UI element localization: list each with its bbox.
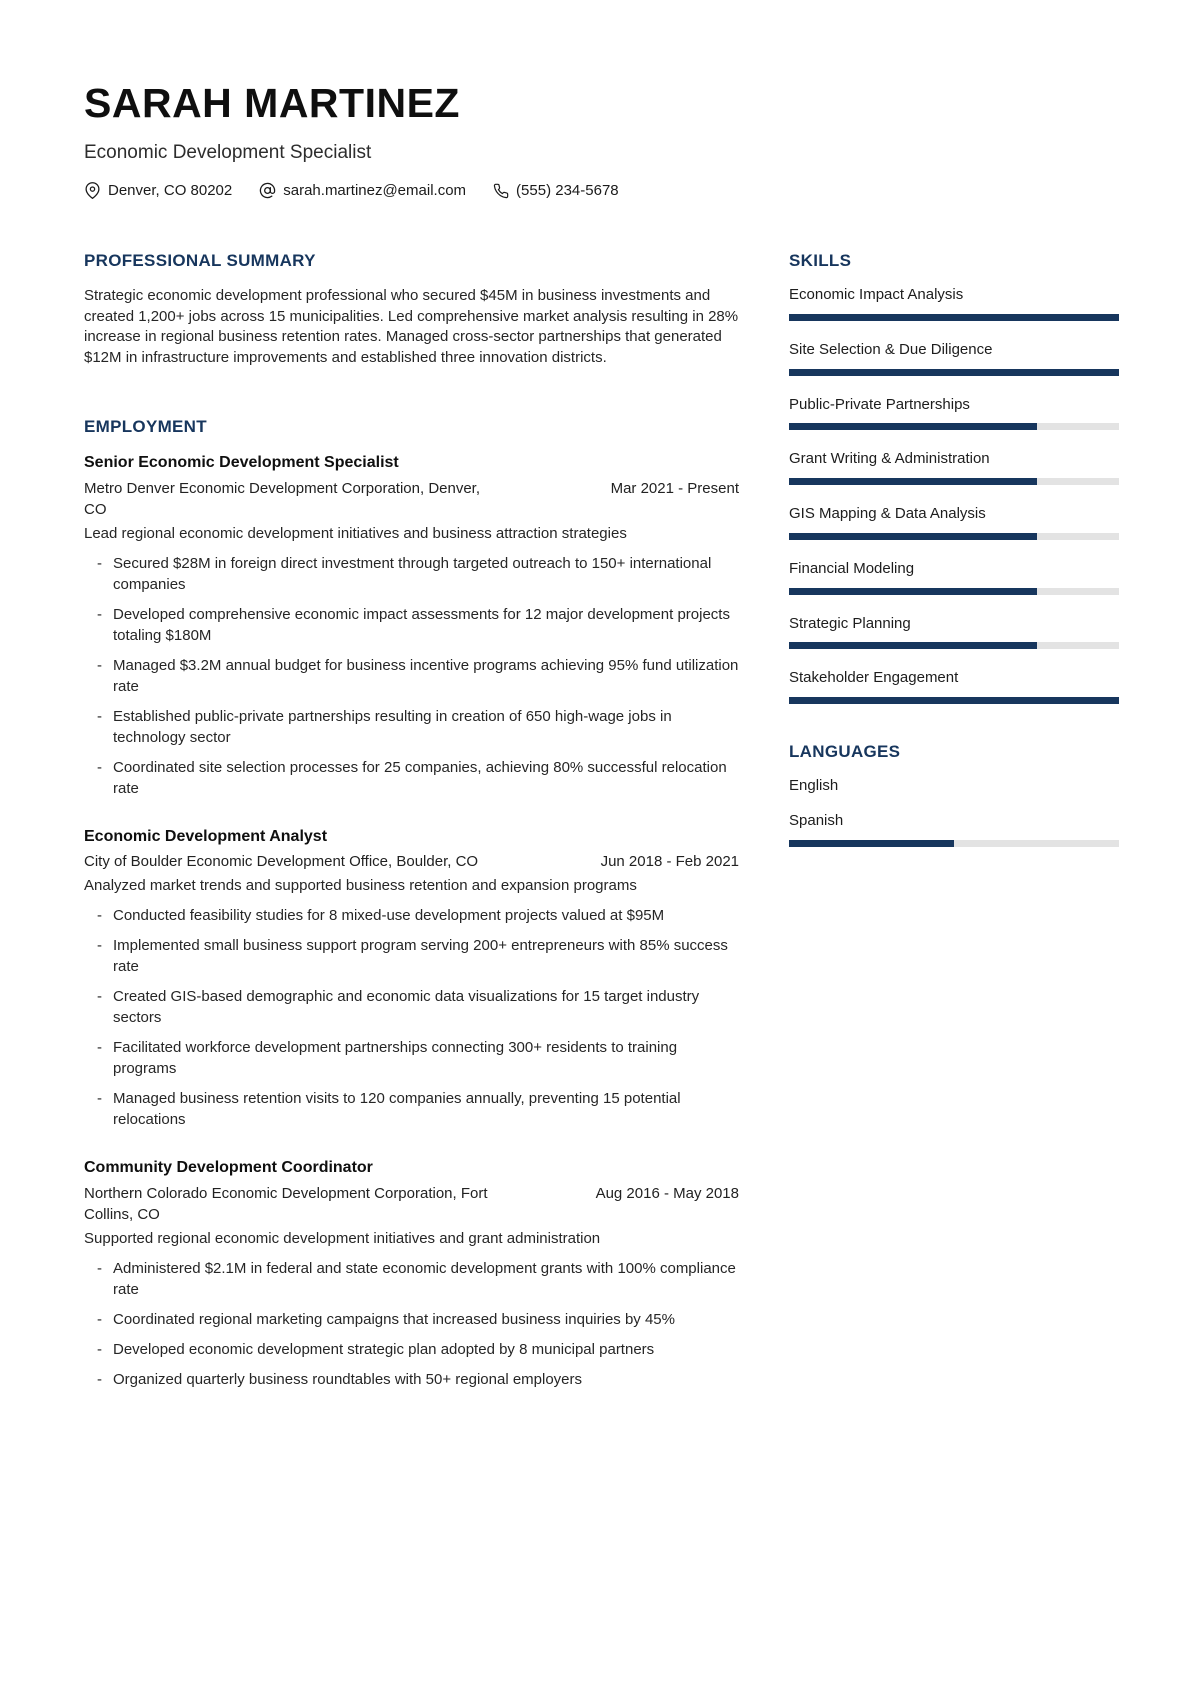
bullet-text: Implemented small business support program serving 200+ entrepreneurs with 85% success rate (113, 937, 728, 976)
bullet-dash: - (97, 707, 102, 725)
job-entry (84, 826, 739, 1131)
meter-fill (789, 642, 1037, 649)
meter-fill (789, 588, 1037, 595)
bullet-dash: - (97, 988, 102, 1006)
meter-fill (789, 369, 1119, 376)
bullet-item (84, 604, 739, 646)
meter-label: Financial Modeling (789, 559, 915, 577)
employment-section (84, 417, 739, 1390)
bullet-dash: - (97, 937, 102, 955)
bullet-item (84, 1309, 739, 1330)
bullet-text: Developed economic development strategic plan adopted by 8 municipal partners (113, 1340, 655, 1358)
job-entry (84, 452, 739, 799)
skills-section (789, 251, 1119, 704)
meter-label: Economic Impact Analysis (789, 286, 964, 304)
bullet-item (84, 757, 739, 799)
meter-fill (789, 697, 1119, 704)
meter-label: Site Selection & Due Diligence (789, 340, 993, 358)
contact-phone-text: (555) 234-5678 (516, 182, 619, 200)
meter-track (789, 369, 1119, 376)
bullet-dash: - (97, 605, 102, 623)
meter-track (789, 840, 1119, 847)
job-title: Community Development Coordinator (84, 1159, 373, 1177)
bullet-text: Managed $3.2M annual budget for business incentive programs achieving 95% fund utilization rate (113, 656, 739, 695)
job-dates: Mar 2021 - Present (610, 479, 739, 497)
bullet-text: Developed comprehensive economic impact assessments for 12 major development projects totaling $180M (113, 605, 730, 644)
location-pin-icon (84, 182, 101, 199)
summary-heading: PROFESSIONAL SUMMARY (84, 251, 316, 271)
job-meta-row (84, 851, 739, 872)
meter-label: Stakeholder Engagement (789, 669, 959, 687)
job-description: Supported regional economic development initiatives and grant administration (84, 1229, 601, 1247)
meter-track (789, 478, 1119, 485)
bullet-text: Organized quarterly business roundtables with 50+ regional employers (113, 1370, 583, 1388)
bullet-item (84, 1369, 739, 1390)
job-company: City of Boulder Economic Development Office, Boulder, CO (84, 853, 479, 871)
bullet-item (84, 1037, 739, 1079)
bullet-text: Coordinated regional marketing campaigns that increased business inquiries by 45% (113, 1310, 675, 1328)
meter-item (789, 341, 1119, 376)
meter-track (789, 588, 1119, 595)
meter-item (789, 812, 1119, 847)
bullet-list (84, 905, 739, 1130)
bullet-item (84, 706, 739, 748)
job-dates: Jun 2018 - Feb 2021 (600, 853, 739, 871)
job-entry (84, 1157, 739, 1390)
meter-item (789, 286, 1119, 321)
meter-fill (789, 533, 1037, 540)
bullet-text: Administered $2.1M in federal and state economic development grants with 100% compliance rate (113, 1259, 736, 1298)
bullet-dash: - (97, 1370, 102, 1388)
skills-heading: SKILLS (789, 251, 852, 271)
at-sign-icon (259, 182, 276, 199)
job-dates: Aug 2016 - May 2018 (595, 1184, 739, 1202)
employment-heading: EMPLOYMENT (84, 417, 207, 437)
bullet-list (84, 1258, 739, 1390)
job-company: Northern Colorado Economic Development Corporation, Fort Collins, CO (84, 1184, 488, 1223)
bullet-dash: - (97, 758, 102, 776)
meter-fill (789, 314, 1119, 321)
person-name: SARAH MARTINEZ (84, 80, 460, 126)
bullet-dash: - (97, 1310, 102, 1328)
bullet-text: Secured $28M in foreign direct investment through targeted outreach to 150+ international companies (113, 554, 712, 593)
meter-item (789, 669, 1119, 704)
meter-item (789, 615, 1119, 650)
bullet-text: Managed business retention visits to 120 companies annually, preventing 15 potential relocations (113, 1090, 681, 1129)
bullet-dash: - (97, 1039, 102, 1057)
bullet-text: Conducted feasibility studies for 8 mixed-use development projects valued at $95M (113, 907, 665, 925)
meter-track (789, 533, 1119, 540)
content-columns (84, 251, 1119, 1390)
contact-row (84, 182, 1119, 199)
job-title: Senior Economic Development Specialist (84, 454, 399, 472)
meter-item (789, 777, 1119, 796)
bullet-item (84, 1339, 739, 1360)
meter-fill (789, 423, 1037, 430)
professional-summary-section (84, 251, 739, 368)
bullet-item (84, 553, 739, 595)
bullet-dash: - (97, 656, 102, 674)
bullet-dash: - (97, 554, 102, 572)
meter-label: GIS Mapping & Data Analysis (789, 505, 986, 523)
bullet-item (84, 655, 739, 697)
jobs-list (84, 452, 739, 1390)
side-column (789, 251, 1119, 1390)
meter-item (789, 396, 1119, 431)
bullet-dash: - (97, 1259, 102, 1277)
contact-location-text: Denver, CO 80202 (108, 182, 233, 200)
bullet-item (84, 1258, 739, 1300)
meter-item (789, 450, 1119, 485)
contact-email-text: sarah.martinez@email.com (283, 182, 467, 200)
skills-list (789, 286, 1119, 704)
summary-text: Strategic economic development professional who secured $45M in business investments and created 1,200+ jobs across 15 municipalities. Led comprehensive market analysis resulting in 28% increase in regional business retention rates. Managed cross-sector partnerships that generated $12M in infrastructure improvements and established three innovation districts. (84, 287, 739, 366)
bullet-dash: - (97, 907, 102, 925)
meter-label: Public-Private Partnerships (789, 395, 970, 413)
contact-email (259, 182, 466, 199)
contact-location (84, 182, 232, 199)
bullet-dash: - (97, 1090, 102, 1108)
bullet-item (84, 905, 739, 926)
bullet-dash: - (97, 1340, 102, 1358)
meter-fill (789, 840, 954, 847)
meter-label: Strategic Planning (789, 614, 911, 632)
languages-list (789, 777, 1119, 847)
meter-track (789, 314, 1119, 321)
languages-section (789, 742, 1119, 847)
job-company: Metro Denver Economic Development Corporation, Denver, CO (84, 479, 481, 518)
meter-label: Spanish (789, 811, 844, 829)
bullet-item (84, 986, 739, 1028)
job-meta-row (84, 478, 739, 520)
contact-phone (493, 182, 619, 199)
bullet-text: Facilitated workforce development partnerships connecting 300+ residents to training programs (113, 1039, 678, 1078)
job-title: Economic Development Analyst (84, 827, 328, 845)
meter-track (789, 697, 1119, 704)
resume-header (84, 82, 1119, 199)
languages-heading: LANGUAGES (789, 742, 901, 762)
job-meta-row (84, 1183, 739, 1225)
meter-track (789, 423, 1119, 430)
bullet-text: Coordinated site selection processes for 25 companies, achieving 80% successful relocation rate (113, 758, 727, 797)
meter-fill (789, 478, 1037, 485)
bullet-item (84, 935, 739, 977)
bullet-item (84, 1088, 739, 1130)
main-column (84, 251, 739, 1390)
phone-icon (493, 183, 509, 199)
meter-label: English (789, 777, 839, 795)
bullet-list (84, 553, 739, 799)
job-description: Analyzed market trends and supported business retention and expansion programs (84, 877, 637, 895)
job-description: Lead regional economic development initiatives and business attraction strategies (84, 524, 627, 542)
meter-track (789, 642, 1119, 649)
meter-item (789, 560, 1119, 595)
meter-item (789, 505, 1119, 540)
bullet-text: Established public-private partnerships resulting in creation of 650 high-wage jobs in technology sector (113, 707, 672, 746)
bullet-text: Created GIS-based demographic and economic data visualizations for 15 target industry sectors (113, 988, 700, 1027)
person-job-title: Economic Development Specialist (84, 142, 372, 164)
meter-label: Grant Writing & Administration (789, 450, 990, 468)
